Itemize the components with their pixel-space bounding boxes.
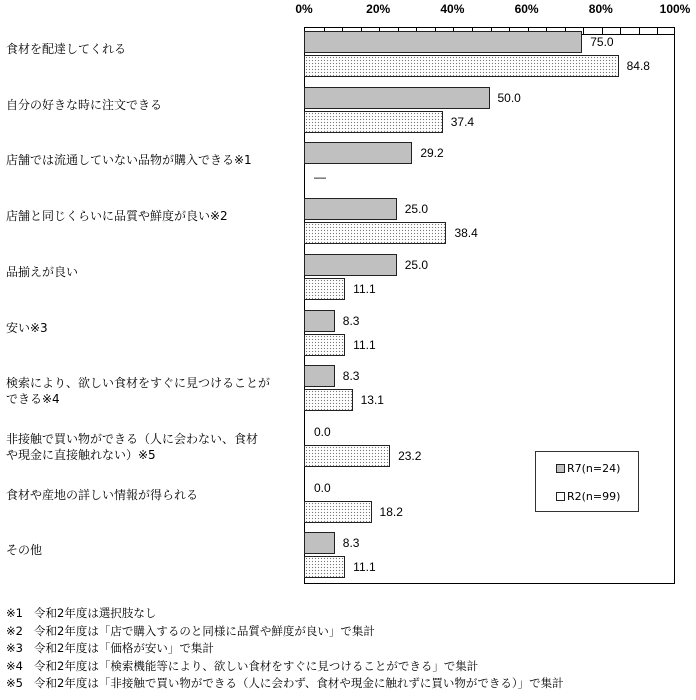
category-label-line: その他 <box>6 543 43 558</box>
legend-label-r7: R7(n=24) <box>567 462 621 475</box>
footnote-mark: ※5 <box>6 676 23 690</box>
bar-r2 <box>304 556 345 578</box>
value-label-r7: 0.0 <box>314 424 331 439</box>
category-label-line: 品揃えが良い <box>6 264 79 279</box>
category-label-line: 非接触で買い物ができる（人に会わない、食材 <box>6 431 259 446</box>
footnote-mark: ※1 <box>6 606 23 620</box>
category-label-line: 店舗と同じくらいに品質や鮮度が良い※2 <box>6 209 228 224</box>
footnote <box>6 675 564 693</box>
value-label-r2: 38.4 <box>454 226 478 241</box>
category-label-line: 検索により、欲しい食材をすぐに見つけることが <box>6 376 271 391</box>
value-label-r7: 75.0 <box>590 35 614 49</box>
category-label-line: 食材を配達してくれる <box>6 42 127 56</box>
footnote-text: 令和2年度は「価格が安い」で集計 <box>34 641 214 655</box>
footnote-text: 令和2年度は「検索機能等により、欲しい食材をすぐに見つけることができる」で集計 <box>34 658 479 673</box>
bar-r2 <box>304 501 372 523</box>
bar-r2 <box>304 445 390 467</box>
bar-r7 <box>304 532 335 554</box>
legend-label-r2: R2(n=99) <box>567 490 621 503</box>
footnotes <box>6 605 564 693</box>
value-label-r2: 37.4 <box>450 114 475 129</box>
value-label-r2: 11.1 <box>353 281 376 296</box>
category-label-line: 店舗では流通していない品物が購入できる※1 <box>6 153 252 168</box>
bar-r2 <box>304 55 619 77</box>
legend-swatch-r7 <box>556 464 565 473</box>
footnote-mark: ※3 <box>6 641 23 655</box>
bar-r2 <box>304 222 446 244</box>
category-label <box>6 375 296 407</box>
legend-item-r2 <box>556 490 620 503</box>
category-label <box>6 264 296 280</box>
x-tick-mark <box>620 28 621 34</box>
bar-r2 <box>304 111 443 133</box>
category-label-line: や現金に直接触れない）※5 <box>6 447 156 462</box>
value-label-r2: 11.1 <box>353 337 376 352</box>
bar-r7 <box>304 198 397 220</box>
bar-r7 <box>304 254 397 276</box>
x-tick-mark <box>657 28 658 34</box>
x-tick-mark <box>602 28 603 34</box>
value-label-r7: 8.3 <box>342 313 360 328</box>
value-label-r2: 23.2 <box>398 448 422 463</box>
x-tick-label: 20% <box>366 2 391 16</box>
category-label <box>6 97 296 113</box>
category-label <box>6 542 296 558</box>
value-label-r2: 84.8 <box>626 59 650 73</box>
bar-r7 <box>304 310 335 332</box>
value-label-r2: 18.2 <box>379 504 403 519</box>
bar-r7 <box>304 87 490 109</box>
category-label-line: 自分の好きな時に注文できる <box>6 97 163 112</box>
x-tick-label: 40% <box>440 2 465 16</box>
footnote <box>6 640 564 658</box>
category-label-line: 安い※3 <box>6 320 48 335</box>
legend <box>535 451 639 512</box>
value-label-r7: 25.0 <box>404 257 429 272</box>
x-tick-label: 60% <box>514 2 539 16</box>
category-label <box>6 487 296 503</box>
footnote-text: 令和2年度は「非接触で買い物ができる（人に会わず、食材や現金に触れずに買い物ができる）」で集計 <box>34 676 564 690</box>
x-tick-label: 80% <box>588 2 613 16</box>
legend-swatch-r2 <box>556 492 565 501</box>
category-label-line: できる※4 <box>6 392 60 407</box>
bar-r7 <box>304 31 582 53</box>
x-tick-mark <box>639 28 640 34</box>
category-label <box>6 431 296 463</box>
value-label-r7: 29.2 <box>420 146 444 161</box>
value-label-r7: 25.0 <box>404 202 429 217</box>
footnote <box>6 658 564 676</box>
value-label-r7: 8.3 <box>342 369 360 384</box>
bar-r2 <box>304 389 353 411</box>
footnote-mark: ※4 <box>6 658 23 673</box>
value-label-r2: — <box>314 170 326 185</box>
footnote-text: 令和2年度は「店で購入するのと同様に品質や鮮度が良い」で集計 <box>34 623 375 638</box>
bar-r7 <box>304 142 412 164</box>
category-label <box>6 208 296 224</box>
value-label-r2: 13.1 <box>360 393 384 408</box>
bar-r7 <box>304 365 335 387</box>
legend-item-r7 <box>556 462 620 475</box>
footnote <box>6 605 564 623</box>
value-label-r7: 50.0 <box>497 90 521 105</box>
category-label <box>6 152 296 168</box>
bar-r2 <box>304 334 345 356</box>
footnote <box>6 623 564 641</box>
value-label-r7: 0.0 <box>314 480 331 495</box>
bar-r2 <box>304 278 345 300</box>
category-label-line: 食材や産地の詳しい情報が得られる <box>6 487 199 502</box>
value-label-r7: 8.3 <box>342 536 360 551</box>
x-tick-mark <box>583 28 584 34</box>
footnote-text: 令和2年度は選択肢なし <box>34 606 157 620</box>
value-label-r2: 11.1 <box>353 560 376 575</box>
footnote-mark: ※2 <box>6 623 23 638</box>
x-tick-label: 0% <box>295 2 313 16</box>
category-label <box>6 320 296 336</box>
x-tick-label: 100% <box>659 2 691 16</box>
category-label <box>6 41 296 57</box>
